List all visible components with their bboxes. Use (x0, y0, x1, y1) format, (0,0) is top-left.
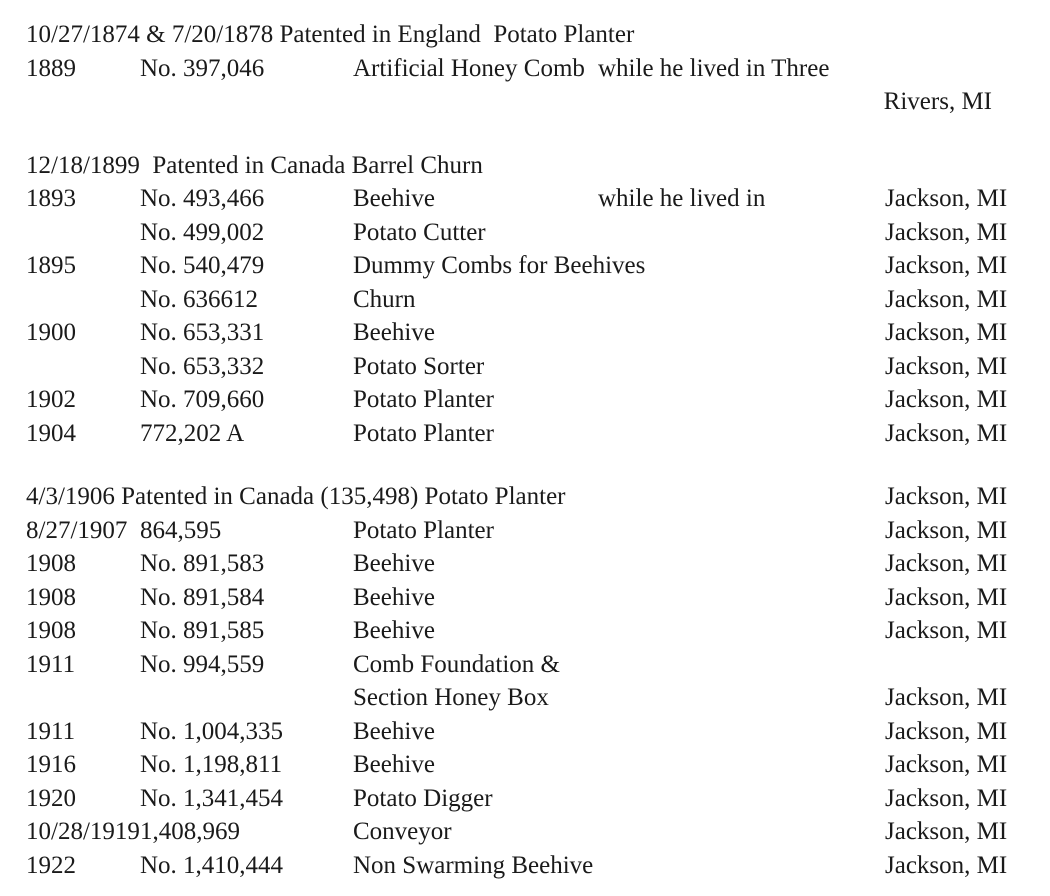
table-row (0, 648, 1050, 682)
section-canada-planter (0, 480, 1050, 882)
row-note: while he lived in Three (598, 54, 830, 82)
row-description: Beehive (353, 617, 435, 644)
row-location: Jackson, MI (885, 617, 1008, 644)
section-england-header-text: 10/27/1874 & 7/20/1878 Patented in England Potato Planter (26, 21, 635, 48)
section-england-continuation: Rivers, MI (883, 88, 992, 115)
row-location: Jackson, MI (885, 285, 1008, 313)
row-description: Churn (353, 285, 416, 313)
row-location: Jackson, MI (885, 784, 1008, 812)
section-canada-planter-header (0, 480, 1050, 514)
row-year: 1902 (26, 386, 76, 413)
table-row (0, 581, 1050, 615)
row-patent-number: No. 1,198,811 (140, 751, 283, 778)
row-year: 1908 (26, 617, 76, 644)
row-location: Jackson, MI (885, 550, 1008, 577)
row-location: Jackson, MI (885, 851, 1008, 879)
table-row (0, 614, 1050, 648)
row-year: 1889 (26, 54, 76, 82)
row-description: Artificial Honey Comb (353, 54, 585, 82)
row-year: 1911 (26, 650, 76, 678)
row-location: Jackson, MI (885, 684, 1008, 711)
row-description: Potato Planter (353, 419, 494, 447)
row-description: Potato Planter (353, 516, 494, 544)
table-row (0, 216, 1050, 250)
row-year: 1922 (26, 851, 76, 879)
row-patent-number: No. 709,660 (140, 386, 265, 413)
row-description-group (353, 182, 885, 216)
row-description-group (353, 52, 1050, 86)
table-row (0, 514, 1050, 548)
row-patent-number: No. 636612 (140, 285, 259, 313)
section-england-header (0, 18, 1050, 52)
row-location: Jackson, MI (885, 185, 1008, 212)
section-canada-churn-header-text: 12/18/1899 Patented in Canada Barrel Churn (26, 151, 483, 179)
row-year: 1893 (26, 185, 76, 212)
section-canada-churn (0, 149, 1050, 451)
section-canada-churn-header (0, 149, 1050, 183)
table-row (0, 715, 1050, 749)
row-year: 1904 (26, 419, 76, 447)
table-row (0, 249, 1050, 283)
row-year: 1911 (26, 717, 76, 745)
section-gap-2 (0, 450, 1050, 480)
table-row (0, 849, 1050, 883)
row-description: Beehive (353, 717, 435, 745)
row-location: Jackson, MI (885, 818, 1008, 845)
row-year: 10/28/1919 (26, 818, 140, 845)
row-location: Jackson, MI (885, 751, 1008, 778)
row-description: Conveyor (353, 818, 452, 845)
row-description: Non Swarming Beehive (353, 851, 594, 879)
row-patent-number: No. 493,466 (140, 185, 265, 212)
row-location: Jackson, MI (885, 352, 1008, 380)
row-year: 1908 (26, 550, 76, 577)
row-description: Beehive (353, 550, 435, 577)
table-row (0, 815, 1050, 849)
row-patent-number: No. 499,002 (140, 218, 265, 246)
row-year: 8/27/1907 (26, 516, 128, 544)
table-row (0, 182, 1050, 216)
row-patent-number: No. 891,585 (140, 617, 265, 644)
row-patent-number: No. 891,584 (140, 583, 265, 611)
table-row (0, 417, 1050, 451)
row-patent-number: No. 1,004,335 (140, 717, 284, 745)
row-patent-number: No. 1,410,444 (140, 851, 284, 879)
row-patent-number: No. 653,331 (140, 319, 265, 346)
row-location: Jackson, MI (885, 386, 1008, 413)
row-patent-number: No. 1,341,454 (140, 784, 284, 812)
row-year: 1895 (26, 252, 76, 279)
row-description: Beehive (353, 583, 435, 611)
row-description: Potato Sorter (353, 352, 485, 380)
row-patent-number: 772,202 A (140, 419, 245, 447)
row-year: 1920 (26, 784, 76, 812)
row-year: 1916 (26, 751, 76, 778)
row-location: Jackson, MI (885, 252, 1008, 279)
table-row (0, 350, 1050, 384)
section-england (0, 18, 1050, 119)
row-patent-number: No. 540,479 (140, 252, 265, 279)
table-row (0, 782, 1050, 816)
table-row (0, 681, 1050, 715)
row-note: while he lived in (598, 185, 766, 212)
row-description: Beehive (353, 319, 435, 346)
section-canada-planter-header-location: Jackson, MI (885, 483, 1008, 510)
row-description: Comb Foundation & (353, 650, 560, 678)
table-row (0, 748, 1050, 782)
row-patent-number: 1,408,969 (140, 818, 240, 845)
table-row (0, 52, 1050, 86)
row-location: Jackson, MI (885, 583, 1008, 611)
table-row (0, 383, 1050, 417)
section-gap-1 (0, 119, 1050, 149)
row-description: Potato Cutter (353, 218, 486, 246)
section-canada-planter-header-text: 4/3/1906 Patented in Canada (135,498) Potato Planter (26, 483, 566, 510)
table-row (0, 547, 1050, 581)
row-description: Potato Planter (353, 386, 494, 413)
row-description: Beehive (353, 751, 435, 778)
row-description: Potato Digger (353, 784, 493, 812)
table-row (0, 283, 1050, 317)
table-row (0, 316, 1050, 350)
row-location: Jackson, MI (885, 717, 1008, 745)
row-patent-number: No. 891,583 (140, 550, 265, 577)
row-description: Dummy Combs for Beehives (353, 252, 646, 279)
row-description: Beehive (353, 185, 435, 212)
row-year: 1908 (26, 583, 76, 611)
row-year: 1900 (26, 319, 76, 346)
row-location: Jackson, MI (885, 516, 1008, 544)
row-location: Jackson, MI (885, 218, 1008, 246)
row-description: Section Honey Box (353, 684, 549, 711)
row-location: Jackson, MI (885, 419, 1008, 447)
row-patent-number: No. 994,559 (140, 650, 265, 678)
row-patent-number: 864,595 (140, 516, 222, 544)
row-patent-number: No. 653,332 (140, 352, 265, 380)
row-patent-number: No. 397,046 (140, 54, 265, 82)
row-location: Jackson, MI (885, 319, 1008, 346)
